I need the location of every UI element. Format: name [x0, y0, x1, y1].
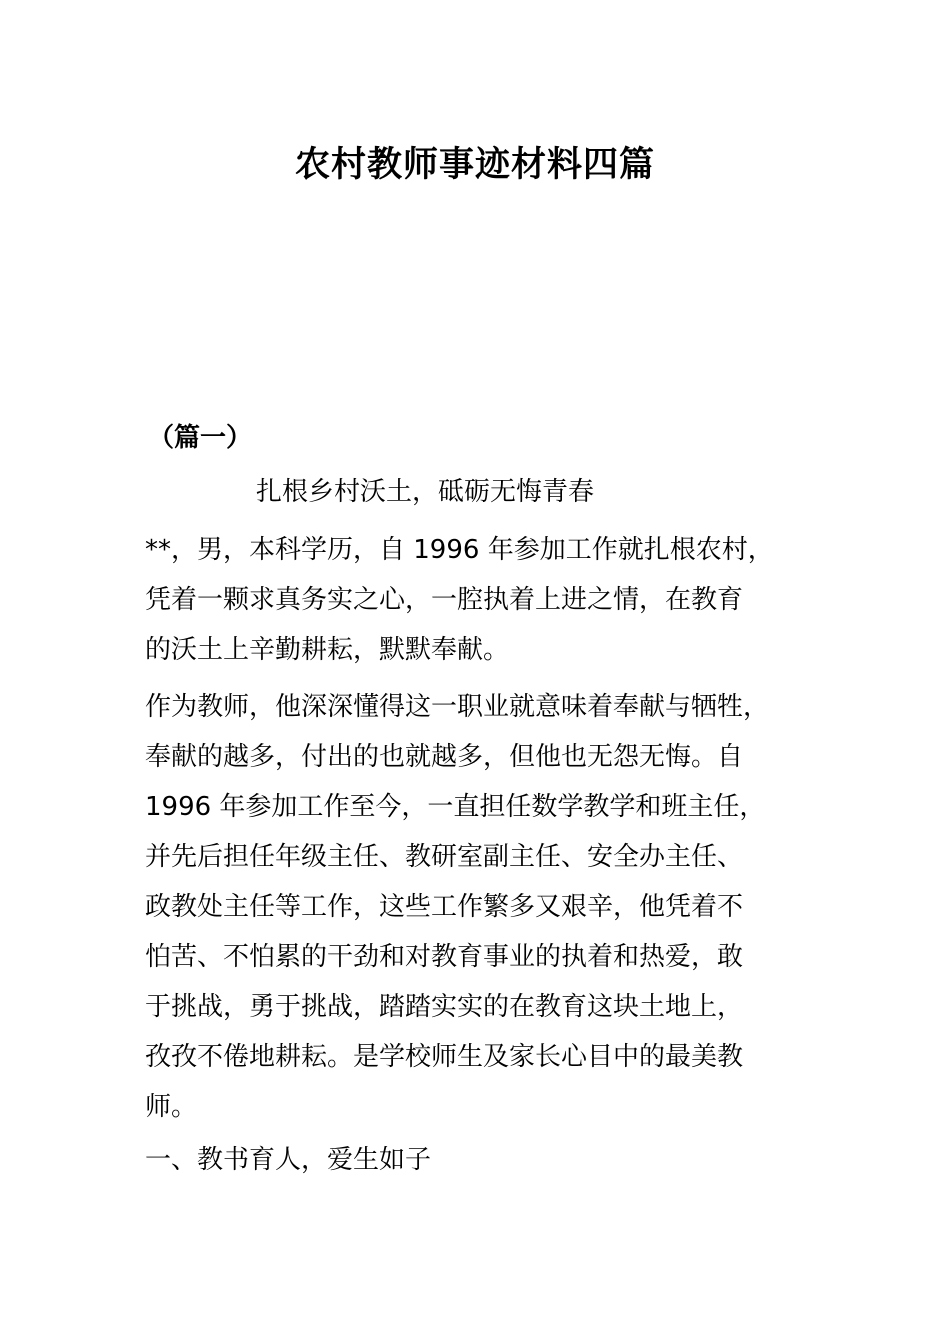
paragraph-line: 奉献的越多，付出的也就越多，但他也无怨无悔。自 — [145, 742, 744, 772]
paragraph-line: 政教处主任等工作，这些工作繁多又艰辛，他凭着不 — [145, 892, 744, 922]
paragraph-dedication — [145, 682, 825, 1132]
paragraph-line: 作为教师，他深深懂得这一职业就意味着奉献与牺牲， — [145, 692, 770, 722]
subsection-heading — [145, 1135, 825, 1185]
paragraph-line: 凭着一颗求真务实之心，一腔执着上进之情，在教育 — [145, 585, 744, 615]
section-label: （篇一） — [148, 423, 253, 453]
paragraph-line: **，男，本科学历，自 1996 年参加工作就扎根农村， — [145, 535, 774, 565]
paragraph-line: 于挑战，勇于挑战，踏踏实实的在教育这块土地上， — [145, 992, 744, 1022]
paragraph-line: 的沃土上辛勤耕耘，默默奉献。 — [145, 635, 510, 665]
paragraph-line: 师。 — [145, 1092, 198, 1122]
paragraph-intro — [145, 525, 825, 675]
paragraph-line: 怕苦、不怕累的干劲和对教育事业的执着和热爱，敢 — [145, 942, 744, 972]
paragraph-line: 1996 年参加工作至今，一直担任数学教学和班主任， — [145, 792, 766, 822]
subsection-heading-text: 一、教书育人，爱生如子 — [145, 1145, 432, 1175]
section-subtitle: 扎根乡村沃土，砥砺无悔青春 — [256, 477, 595, 507]
paragraph-line: 孜孜不倦地耕耘。是学校师生及家长心目中的最美教 — [145, 1042, 744, 1072]
document-title: 农村教师事迹材料四篇 — [294, 145, 655, 185]
paragraph-line: 并先后担任年级主任、教研室副主任、安全办主任、 — [145, 842, 744, 872]
